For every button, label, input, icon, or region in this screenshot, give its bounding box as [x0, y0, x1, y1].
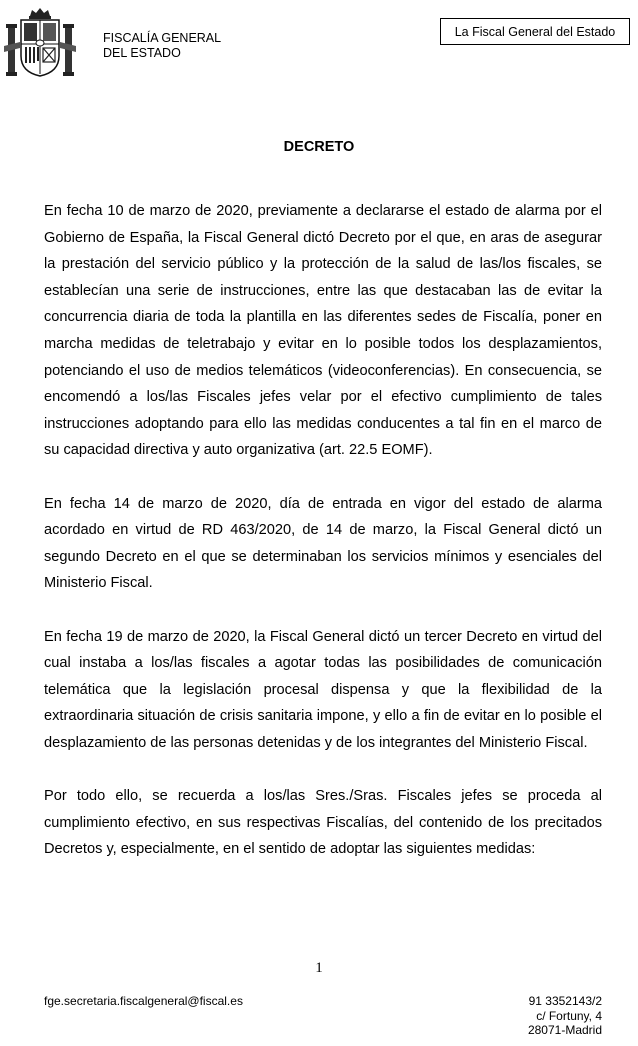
- paragraph-4: Por todo ello, se recuerda a los/las Sres./Sras. Fiscales jefes se proceda al cumplimiento efectivo, en sus respectivas Fiscalías, del contenido de los precitados Decretos y, especialmente, en el sentido de adoptar las siguientes medidas:: [44, 788, 602, 858]
- signatory-role-box: [440, 18, 630, 45]
- document-body: [44, 198, 602, 889]
- spain-coat-of-arms-icon: [4, 6, 76, 80]
- signatory-role-label: La Fiscal General del Estado: [454, 24, 616, 39]
- footer-email: fge.secretaria.fiscalgeneral@fiscal.es: [44, 994, 243, 1008]
- footer-street: c/ Fortuny, 4: [536, 1008, 602, 1023]
- footer-city: 28071-Madrid: [527, 1023, 602, 1037]
- document-title: DECRETO: [283, 139, 355, 155]
- org-line-1: FISCALÍA GENERAL: [103, 31, 222, 45]
- footer-phone: 91 3352143/2: [528, 994, 602, 1008]
- footer-contact: [528, 994, 602, 1038]
- paragraph-3: En fecha 19 de marzo de 2020, la Fiscal General dictó un tercer Decreto en virtud del cual instaba a los/las fiscales a agotar todas las posibilidades de comunicación telemática que la legislación procesal dispensa y que la flexibilidad de la extraordinaria situación de crisis sanitaria impone, y ello a fin de evitar en lo posible el desplazamiento de las personas detenidas y de los integrantes del Ministerio Fiscal.: [44, 628, 602, 751]
- organization-name: [103, 31, 221, 61]
- paragraph-2: En fecha 14 de marzo de 2020, día de entrada en vigor del estado de alarma acordado en virtud de RD 463/2020, de 14 de marzo, la Fiscal General dictó un segundo Decreto en el que se determinaban los servicios mínimos y esenciales del Ministerio Fiscal.: [44, 495, 602, 592]
- page-number: 1: [315, 960, 323, 976]
- org-line-2: DEL ESTADO: [103, 46, 181, 60]
- paragraph-1: En fecha 10 de marzo de 2020, previamente a declararse el estado de alarma por el Gobierno de España, la Fiscal General dictó Decreto por el que, en aras de asegurar la prestación del servicio público y la protección de la salud de las/los fiscales, se establecían una serie de instrucciones, entre las que destacaban las de evitar la concurrencia diaria de toda la plantilla en las diferentes sedes de Fiscalía, poner en marcha medidas de teletrabajo y evitar en lo posible todos los desplazamientos, potenciando el uso de medios telemáticos (videoconferencias). En consecuencia, se encomendó a los/las Fiscales jefes velar por el efectivo cumplimiento de tales instrucciones adoptando para ello las medidas conducentes a tal fin en el marco de su capacidad directiva y auto organizativa (art. 22.5 EOMF).: [44, 203, 602, 459]
